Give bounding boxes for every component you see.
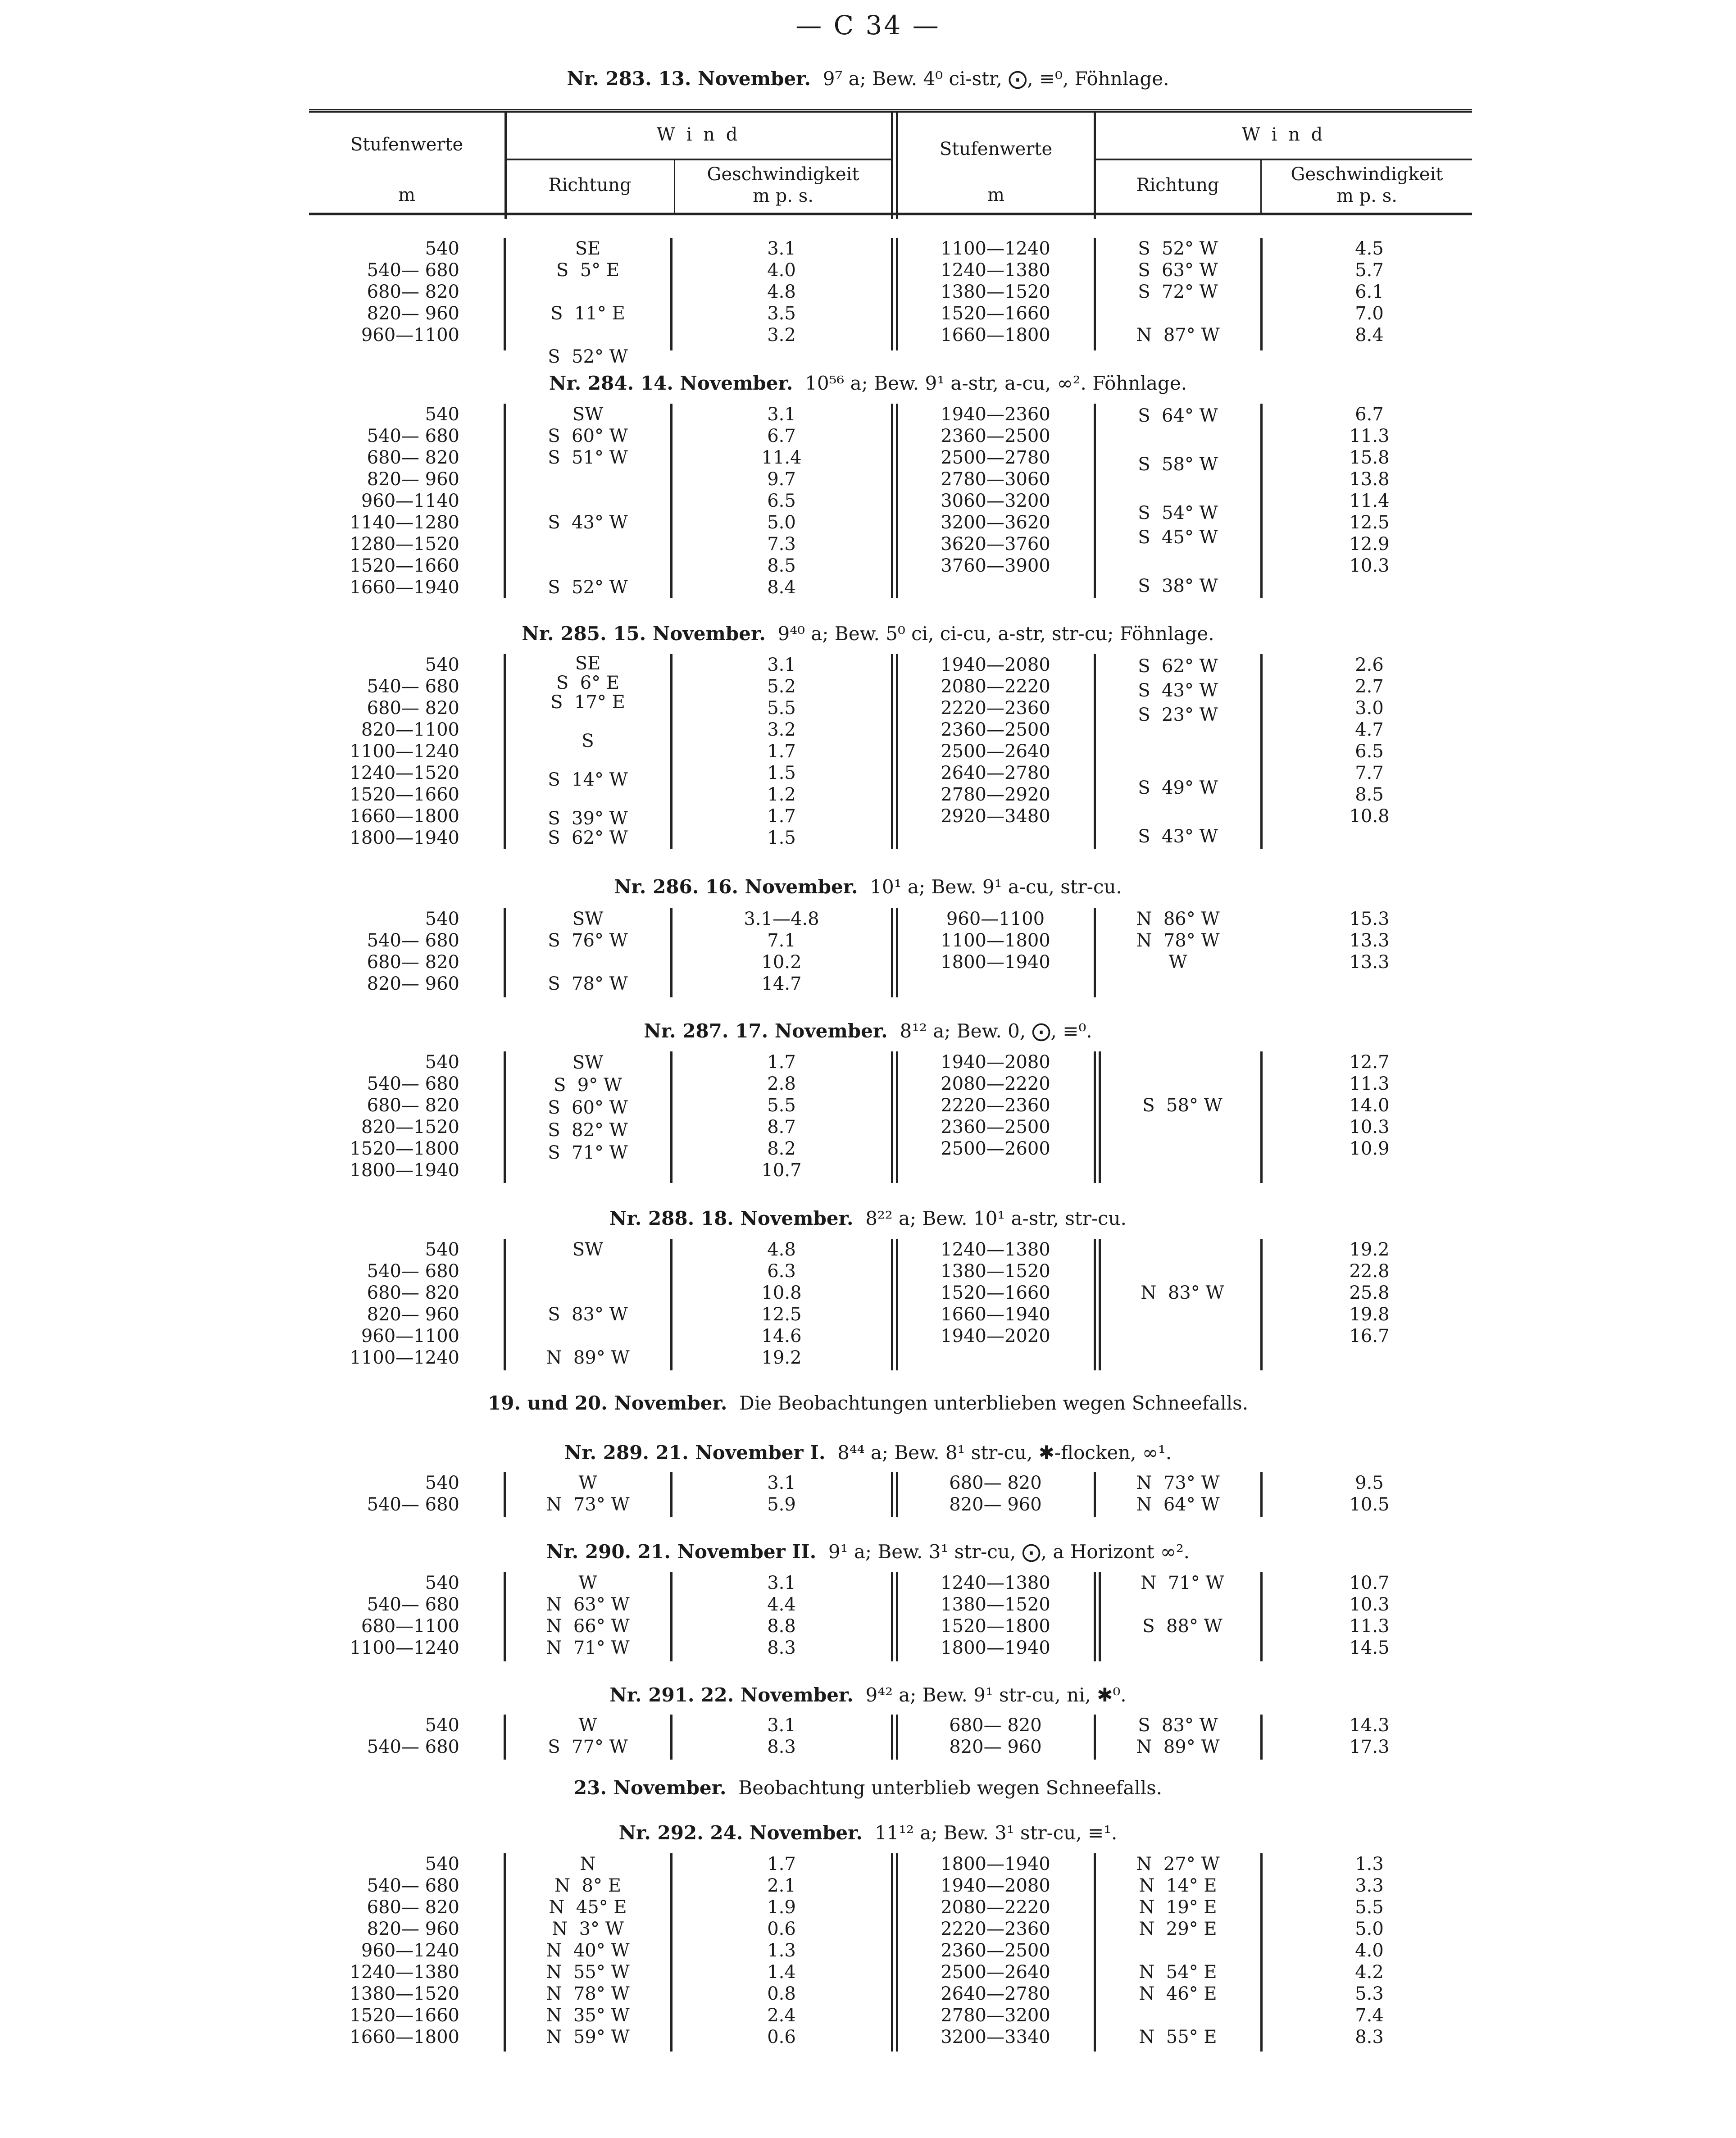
speeds-right: 15.3 13.3 13.3 bbox=[1349, 909, 1390, 973]
heights-right: 1940—2080 2080—2220 2220—2360 2360—2500 2500—2600 bbox=[941, 1052, 1050, 1159]
col-line bbox=[1260, 1715, 1263, 1760]
speeds-left: 1.7 2.1 1.9 0.6 1.3 1.4 0.8 2.4 0.6 bbox=[767, 1854, 796, 2047]
directions-left: W S 77° W bbox=[548, 1715, 628, 1757]
col-line bbox=[670, 1051, 673, 1183]
heights-right: 1100—1240 1240—1380 1380—1520 1520—1660 1660—1800 bbox=[941, 238, 1050, 346]
header-wind: W i n d bbox=[1241, 124, 1326, 145]
col-line bbox=[504, 1572, 506, 1661]
heights-left: 540 540— 680 680— 820 820— 960 960—1100 1100—1240 bbox=[350, 1239, 459, 1368]
col-line bbox=[504, 1472, 506, 1517]
col-line bbox=[504, 404, 506, 598]
directions-right: S 64° W S 58° W S 54° W S 45° W S 38° W bbox=[1138, 405, 1218, 596]
directions-right: S 52° W S 63° W S 72° W N 87° W bbox=[1136, 238, 1220, 346]
col-double-line bbox=[1094, 1239, 1101, 1370]
col-line bbox=[504, 238, 506, 350]
col-line bbox=[504, 1239, 506, 1370]
col-line bbox=[1260, 404, 1263, 598]
heights-left: 540 540— 680 680— 820 820—1520 1520—1800 1800—1940 bbox=[350, 1052, 459, 1181]
heights-right: 1240—1380 1380—1520 1520—1800 1800—1940 bbox=[941, 1573, 1050, 1658]
col-line bbox=[670, 1853, 673, 2052]
header-geschwindigkeit: Geschwindigkeit bbox=[1291, 164, 1443, 185]
col-double-line bbox=[891, 1239, 898, 1370]
header-double-divider bbox=[891, 113, 898, 219]
col-line bbox=[1094, 1472, 1096, 1517]
directions-right: N 86° W N 78° W W bbox=[1136, 909, 1220, 973]
speeds-right: 14.3 17.3 bbox=[1349, 1715, 1390, 1757]
col-line bbox=[670, 908, 673, 997]
page-number: — C 34 — bbox=[795, 10, 941, 41]
heights-right: 680— 820 820— 960 bbox=[949, 1473, 1042, 1515]
col-double-line bbox=[891, 1715, 898, 1760]
col-line bbox=[670, 1715, 673, 1760]
table-header bbox=[309, 109, 1472, 215]
col-double-line bbox=[891, 1051, 898, 1183]
heights-left: 540 540— 680 bbox=[367, 1715, 459, 1757]
col-line bbox=[670, 1472, 673, 1517]
directions-right: S 58° W bbox=[1142, 1095, 1222, 1116]
col-line bbox=[1094, 908, 1096, 997]
header-stufenwerte: Stufenwerte bbox=[939, 139, 1053, 159]
header-mps: m p. s. bbox=[1336, 186, 1397, 206]
col-line bbox=[1260, 654, 1263, 849]
header-richtung: Richtung bbox=[1136, 175, 1219, 196]
heights-left: 540 540— 680 bbox=[367, 1473, 459, 1515]
heights-left: 540 540— 680 680— 820 820—1100 1100—1240 1240—1520 1520—1660 1660—1800 1800—1940 bbox=[350, 655, 459, 848]
col-double-line bbox=[891, 1853, 898, 2052]
speeds-right: 19.2 22.8 25.8 19.8 16.7 bbox=[1349, 1239, 1390, 1346]
heights-left: 540 540— 680 680—1100 1100—1240 bbox=[350, 1573, 459, 1658]
section-title-290: Nr. 290. 21. November II. 9¹ a; Bew. 3¹ str-cu, ⨀, a Horizont ∞². bbox=[546, 1541, 1190, 1563]
speeds-left: 3.1 8.3 bbox=[767, 1715, 796, 1757]
heights-right: 1940—2360 2360—2500 2500—2780 2780—3060 3060—3200 3200—3620 3620—3760 3760—3900 bbox=[941, 404, 1050, 576]
speeds-left: 3.1 5.9 bbox=[767, 1473, 796, 1515]
speeds-left: 3.1 6.7 11.4 9.7 6.5 5.0 7.3 8.5 8.4 bbox=[761, 404, 802, 598]
col-line bbox=[1094, 238, 1096, 350]
directions-right: N 71° W S 88° W bbox=[1141, 1573, 1224, 1637]
directions-left: W N 63° W N 66° W N 71° W bbox=[546, 1573, 630, 1658]
heights-right: 1940—2080 2080—2220 2220—2360 2360—2500 2500—2640 2640—2780 2780—2920 2920—3480 bbox=[941, 655, 1050, 827]
header-richtung: Richtung bbox=[548, 175, 632, 196]
directions-right: S 83° W N 89° W bbox=[1136, 1715, 1220, 1757]
section-title-286: Nr. 286. 16. November. 10¹ a; Bew. 9¹ a-cu, str-cu. bbox=[614, 876, 1122, 898]
heights-left: 540 540— 680 680— 820 820— 960 960—1100 bbox=[361, 238, 459, 346]
speeds-right: 6.7 11.3 15.8 13.8 11.4 12.5 12.9 10.3 bbox=[1349, 404, 1390, 576]
speeds-right: 12.7 11.3 14.0 10.3 10.9 bbox=[1349, 1052, 1390, 1159]
directions-left: SW S 60° W S 51° W S 43° W S 52° W bbox=[548, 404, 628, 598]
heights-left: 540 540— 680 680— 820 820— 960 960—1140 1140—1280 1280—1520 1520—1660 1660—1940 bbox=[350, 404, 459, 598]
speeds-right: 9.5 10.5 bbox=[1349, 1473, 1390, 1515]
col-double-line bbox=[891, 654, 898, 849]
header-stufenwerte: Stufenwerte bbox=[350, 134, 464, 155]
col-double-line bbox=[891, 1572, 898, 1661]
col-line bbox=[1094, 1853, 1096, 2052]
header-geschwindigkeit: Geschwindigkeit bbox=[707, 164, 859, 185]
header-wind: W i n d bbox=[656, 124, 741, 145]
section-title-284: Nr. 284. 14. November. 10⁵⁶ a; Bew. 9¹ a-str, a-cu, ∞². Föhnlage. bbox=[549, 372, 1187, 394]
col-line bbox=[504, 1715, 506, 1760]
header-rule bbox=[1095, 159, 1472, 160]
directions-right: N 73° W N 64° W bbox=[1136, 1473, 1220, 1515]
heights-right: 1240—1380 1380—1520 1520—1660 1660—1940 1940—2020 bbox=[941, 1239, 1050, 1346]
note-nov-23: 23. November. Beobachtung unterblieb wegen Schneefalls. bbox=[573, 1777, 1163, 1799]
col-line bbox=[504, 654, 506, 849]
directions-left: SW S 83° W N 89° W bbox=[546, 1239, 630, 1368]
col-line bbox=[1260, 1472, 1263, 1517]
speeds-left: 3.1 4.0 4.8 3.5 3.2 bbox=[767, 238, 796, 346]
directions-left: W N 73° W bbox=[546, 1473, 630, 1515]
section-title-291: Nr. 291. 22. November. 9⁴² a; Bew. 9¹ str-cu, ni, ✱⁰. bbox=[609, 1684, 1127, 1706]
note-nov-19-20: 19. und 20. November. Die Beobachtungen unterblieben wegen Schneefalls. bbox=[487, 1392, 1249, 1414]
col-double-line bbox=[1094, 1572, 1101, 1661]
col-double-line bbox=[1094, 1051, 1101, 1183]
directions-right: N 27° W N 14° E N 19° E N 29° E N 54° E N 46° E N 55° E bbox=[1136, 1854, 1220, 2047]
section-title-287: Nr. 287. 17. November. 8¹² a; Bew. 0, ⨀, ≡⁰. bbox=[644, 1020, 1092, 1042]
heights-left: 540 540— 680 680— 820 820— 960 960—1240 1240—1380 1380—1520 1520—1660 1660—1800 bbox=[350, 1854, 459, 2047]
header-unit: m bbox=[987, 185, 1004, 205]
section-title-288: Nr. 288. 18. November. 8²² a; Bew. 10¹ a-str, str-cu. bbox=[609, 1207, 1127, 1229]
col-line bbox=[504, 1051, 506, 1183]
col-line bbox=[670, 238, 673, 350]
col-double-line bbox=[891, 404, 898, 598]
directions-right: N 83° W bbox=[1141, 1283, 1224, 1303]
col-line bbox=[504, 1853, 506, 2052]
col-line bbox=[1260, 238, 1263, 350]
heights-right: 960—1100 1100—1800 1800—1940 bbox=[941, 909, 1050, 973]
speeds-right: 4.5 5.7 6.1 7.0 8.4 bbox=[1355, 238, 1384, 346]
col-line bbox=[670, 1572, 673, 1661]
col-double-line bbox=[891, 238, 898, 350]
speeds-right: 1.3 3.3 5.5 5.0 4.0 4.2 5.3 7.4 8.3 bbox=[1355, 1854, 1384, 2047]
section-title-283: Nr. 283. 13. November. 9⁷ a; Bew. 4⁰ ci-str, ⨀, ≡⁰, Föhnlage. bbox=[567, 68, 1169, 90]
col-line bbox=[1094, 654, 1096, 849]
directions-right: S 62° W S 43° W S 23° W S 49° W S 43° W bbox=[1138, 656, 1218, 847]
col-line bbox=[1094, 1715, 1096, 1760]
speeds-left: 3.1 5.2 5.5 3.2 1.7 1.5 1.2 1.7 1.5 bbox=[767, 655, 796, 848]
section-title-289: Nr. 289. 21. November I. 8⁴⁴ a; Bew. 8¹ str-cu, ✱-flocken, ∞¹. bbox=[564, 1442, 1172, 1464]
directions-left: N N 8° E N 45° E N 3° W N 40° W N 55° W N 78° W N 35° W N 59° W bbox=[546, 1854, 630, 2047]
col-line bbox=[670, 1239, 673, 1370]
heights-right: 680— 820 820— 960 bbox=[949, 1715, 1042, 1757]
section-title-292: Nr. 292. 24. November. 11¹² a; Bew. 3¹ str-cu, ≡¹. bbox=[618, 1822, 1118, 1844]
col-double-line bbox=[891, 908, 898, 997]
speeds-right: 10.7 10.3 11.3 14.5 bbox=[1349, 1573, 1390, 1658]
col-line bbox=[670, 654, 673, 849]
section-title-285: Nr. 285. 15. November. 9⁴⁰ a; Bew. 5⁰ ci, ci-cu, a-str, str-cu; Föhnlage. bbox=[522, 623, 1214, 645]
col-line bbox=[1260, 1853, 1263, 2052]
header-mps: m p. s. bbox=[753, 186, 813, 206]
col-line bbox=[1260, 1572, 1263, 1661]
col-double-line bbox=[891, 1472, 898, 1517]
speeds-left: 4.8 6.3 10.8 12.5 14.6 19.2 bbox=[761, 1239, 802, 1368]
speeds-left: 3.1 4.4 8.8 8.3 bbox=[767, 1573, 796, 1658]
speeds-left: 1.7 2.8 5.5 8.7 8.2 10.7 bbox=[761, 1052, 802, 1181]
col-line bbox=[670, 404, 673, 598]
col-line bbox=[504, 908, 506, 997]
directions-left: SE S 5° E S 11° E S 52° W bbox=[548, 238, 628, 367]
directions-left: SW S 76° W S 78° W bbox=[548, 909, 628, 994]
directions-left: SE S 6° E S 17° E S S 14° W S 39° W S 62° W bbox=[548, 653, 628, 848]
header-rule bbox=[506, 159, 892, 160]
col-line bbox=[1260, 1239, 1263, 1370]
speeds-left: 3.1—4.8 7.1 10.2 14.7 bbox=[744, 909, 819, 994]
header-unit: m bbox=[398, 185, 415, 205]
directions-left: SW S 9° W S 60° W S 82° W S 71° W bbox=[548, 1052, 628, 1163]
heights-right: 1800—1940 1940—2080 2080—2220 2220—2360 2360—2500 2500—2640 2640—2780 2780—3200 3200—3340 bbox=[941, 1854, 1050, 2047]
col-line bbox=[1260, 1051, 1263, 1183]
speeds-right: 2.6 2.7 3.0 4.7 6.5 7.7 8.5 10.8 bbox=[1349, 655, 1390, 827]
heights-left: 540 540— 680 680— 820 820— 960 bbox=[367, 909, 459, 994]
col-line bbox=[1094, 404, 1096, 598]
